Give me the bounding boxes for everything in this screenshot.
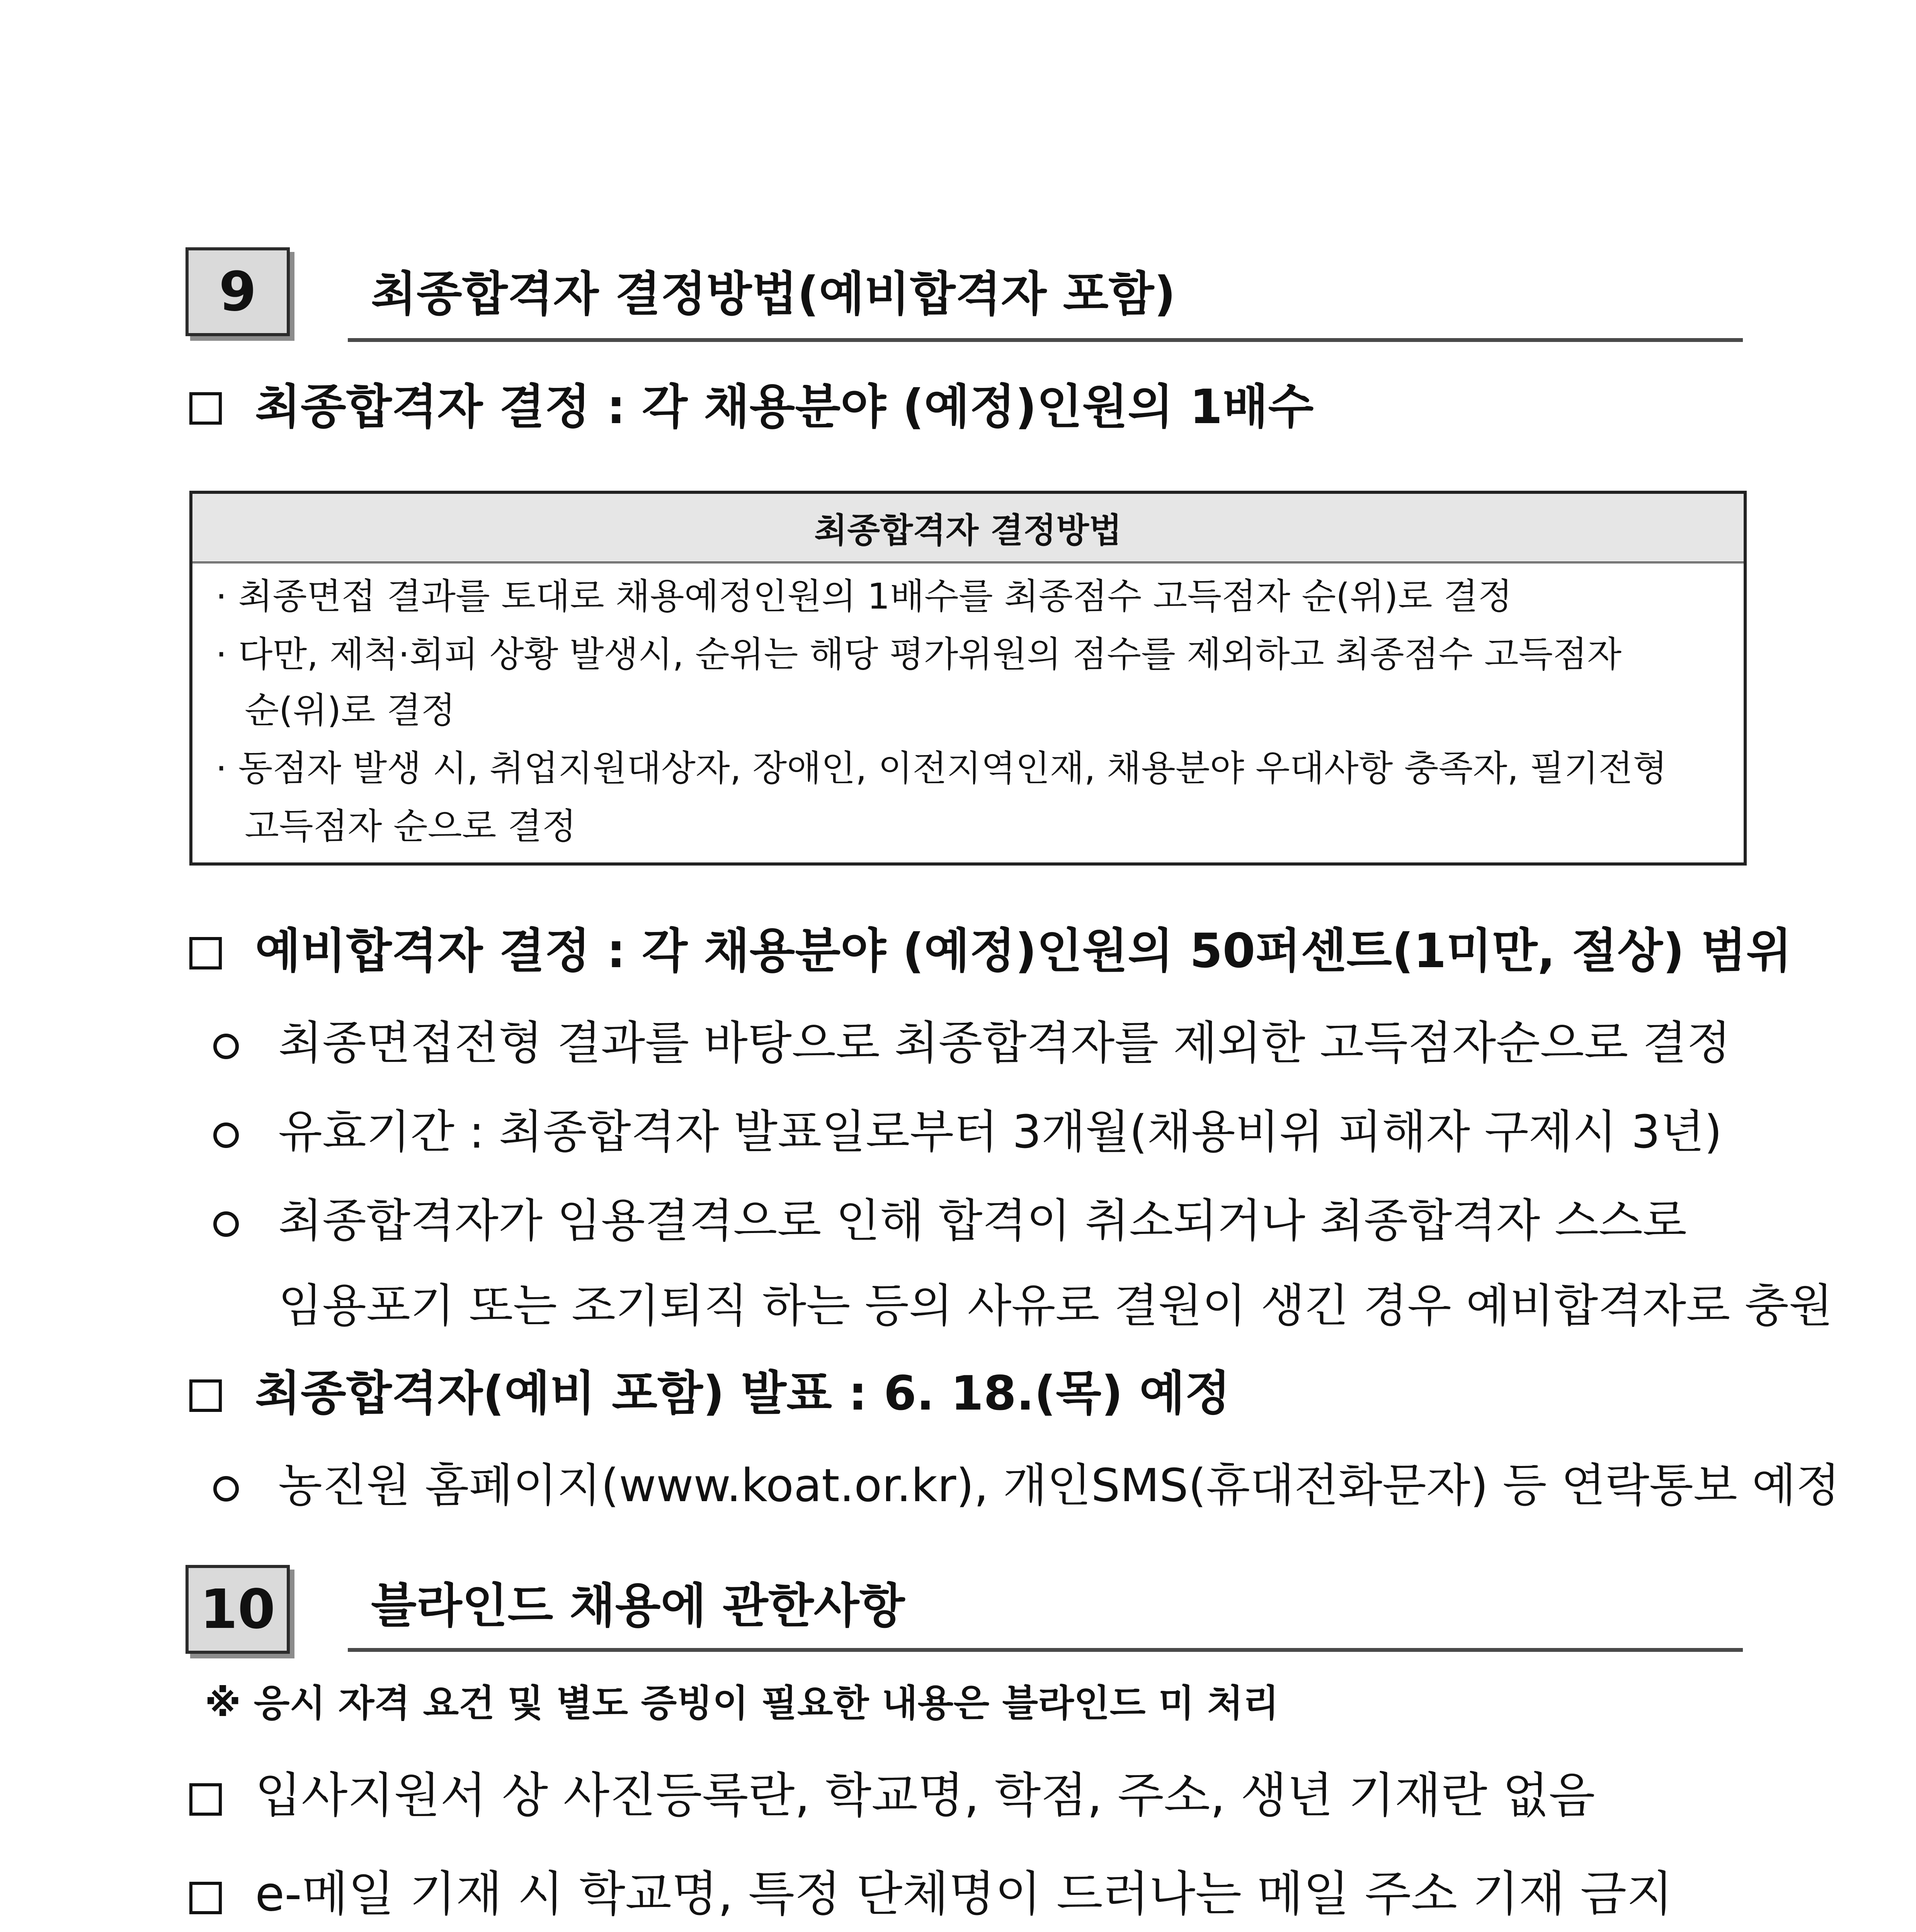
section-number: 10 [200,1578,276,1641]
list-item: e-메일 기재 시 학교명, 특정 단체명이 드러나는 메일 주소 기재 금지 [255,1866,1673,1922]
bullet-circle-icon [213,1211,239,1237]
section-number-badge [185,1565,290,1654]
list-item: 입사지원서 상 사진등록란, 학교명, 학점, 주소, 생년 기재란 없음 [255,1768,1595,1823]
list-item-continuation: 임용포기 또는 조기퇴직 하는 등의 사유로 결원이 생긴 경우 예비합격자로 충원 [278,1279,1833,1332]
list-item: 최종면접전형 결과를 바탕으로 최종합격자를 제외한 고득점자순으로 결정 [278,1016,1731,1070]
checkbox-icon [189,1882,222,1914]
table-line: · 최종면접 결과를 토대로 채용예정인원의 1배수를 최종점수 고득점자 순(위)로 결정 [216,576,1513,617]
checkbox-icon [189,937,222,969]
decision-method-table [189,491,1747,866]
checkbox-icon [189,1379,222,1412]
table-line: 고득점자 순으로 결정 [245,806,577,847]
section-title-underline [348,1648,1743,1652]
section-title: 최종합격자 결정방법(예비합격자 포함) [371,267,1176,321]
section-title-underline [348,338,1743,342]
checkbox-icon [189,392,222,425]
announcement-heading: 최종합격자(예비 포함) 발표 : 6. 18.(목) 예정 [255,1366,1230,1421]
bullet-circle-icon [213,1476,239,1502]
bullet-circle-icon [213,1034,239,1059]
list-item: 농진원 홈페이지(www.koat.or.kr), 개인SMS(휴대전화문자) 등 연락통보 예정 [278,1459,1840,1512]
table-line: 순(위)로 결정 [245,690,456,731]
table-line: · 동점자 발생 시, 취업지원대상자, 장애인, 이전지역인재, 채용분야 우대사항 충족자, 필기전형 [216,748,1668,789]
final-decision-heading: 최종합격자 결정 : 각 채용분야 (예정)인원의 1배수 [255,379,1314,434]
table-line: · 다만, 제척·회피 상황 발생시, 순위는 해당 평가위원의 점수를 제외하고 최종점수 고득점자 [216,634,1622,675]
reserve-decision-heading: 예비합격자 결정 : 각 채용분야 (예정)인원의 50퍼센트(1미만, 절상) 범위 [255,923,1792,978]
section-number-badge [185,247,290,336]
blind-note: ※ 응시 자격 요건 및 별도 증빙이 필요한 내용은 블라인드 미 처리 [205,1682,1279,1725]
table-header: 최종합격자 결정방법 [192,494,1744,563]
list-item: 유효기간 : 최종합격자 발표일로부터 3개월(채용비위 피해자 구제시 3년) [278,1105,1722,1158]
checkbox-icon [189,1783,222,1816]
section-title: 블라인드 채용에 관한사항 [371,1578,905,1633]
list-item: 최종합격자가 임용결격으로 인해 합격이 취소되거나 최종합격자 스스로 [278,1194,1687,1247]
bullet-circle-icon [213,1122,239,1148]
section-number: 9 [219,260,257,323]
